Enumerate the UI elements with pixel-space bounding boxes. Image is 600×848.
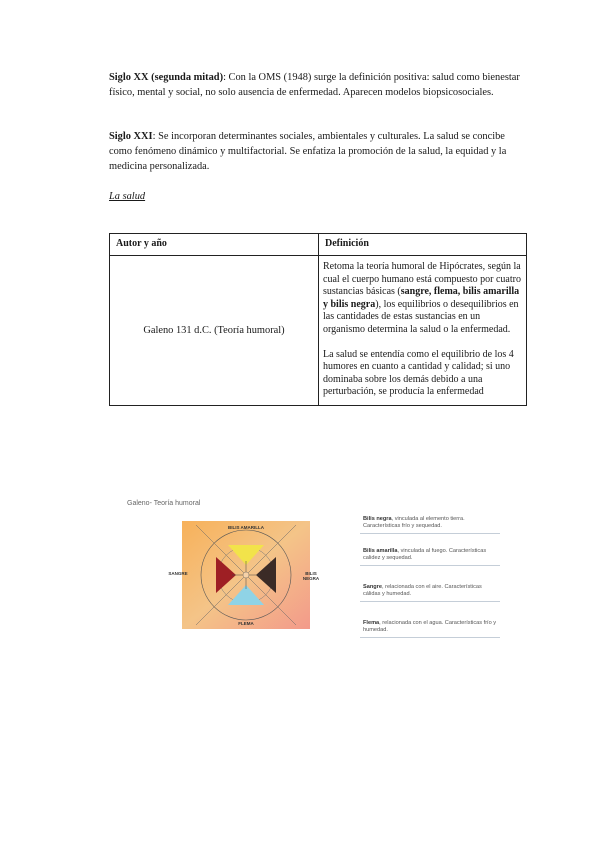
label-flema: FLEMA (238, 621, 254, 626)
definition-paragraph (323, 261, 522, 337)
section-heading: La salud (109, 191, 146, 202)
humor-name: Sangre (363, 584, 382, 590)
description-bilis-negra (360, 514, 500, 532)
era-label: Siglo XX (109, 72, 149, 83)
description-sangre (360, 582, 500, 600)
humor-description: , vinculada al fuego. Características calidez y sequedad. (363, 548, 487, 562)
description-flema (360, 618, 500, 636)
cell-author: Galeno 131 d.C. (Teoría humoral) (110, 256, 319, 406)
paragraph-text: : Con la OMS (1948) surge la definición positiva: salud como bienestar físico, mental y social, no solo ausencia de enfermedad. Aparecen modelos biopsicosociales. (109, 72, 520, 98)
paragraph-text: : Se incorporan determinantes sociales, ambientales y culturales. La salud se concibe como fenómeno dinámico y multifactorial. Se enfatiza la promoción de la salud, la equidad y la medicina personalizada. (109, 131, 507, 172)
paragraph-siglo-xxi (109, 129, 529, 174)
definition-text: ), los equilibrios o desequilibrios en las cantidades de estas sustancias en un organismo determina la salud o la enfermedad. (323, 298, 519, 335)
label-bilis-negra: BILIS NEGRA (302, 571, 320, 581)
paragraph-siglo-xx (109, 70, 529, 100)
humor-name: Bilis negra (363, 516, 392, 522)
label-bilis-amarilla: BILIS AMARILLA (227, 525, 265, 530)
humor-name: Bilis amarilla (363, 548, 398, 554)
humors-diagram (168, 521, 320, 629)
figure-title: Galeno- Teoría humoral (127, 500, 201, 507)
humoral-theory-figure (122, 496, 502, 656)
humor-description: , vinculada al elemento tierra. Características frío y sequedad. (363, 516, 465, 530)
header-author: Autor y año (110, 234, 319, 256)
center-dot (243, 572, 249, 578)
humor-name: Flema (363, 620, 380, 626)
era-label: Siglo XXI (109, 131, 153, 142)
label-sangre: SANGRE (168, 571, 188, 576)
humors-list: sangre, flema, bilis amarilla y bilis negra (323, 286, 520, 310)
definitions-table (109, 233, 527, 406)
description-bilis-amarilla (360, 546, 500, 564)
definition-text: Retoma la teoría humoral de Hipócrates, según la cual el cuerpo humano está compuesto por cuatro sustancias básicas ( (323, 261, 521, 298)
cell-definition (319, 256, 527, 406)
table-header-row (110, 234, 527, 256)
humor-description: , relacionada con el aire. Características cálidas y humedad. (363, 584, 482, 598)
humors-diagram-svg (182, 521, 310, 629)
definition-paragraph: La salud se entendía como el equilibrio de los 4 humores en cuanto a cantidad y calidad; si uno dominaba sobre los demás debido a una perturbación, se producía la enfermedad (323, 348, 514, 398)
table-row (110, 256, 527, 406)
humor-description: , relacionada con el agua. Características frío y humedad. (363, 620, 497, 634)
era-qualifier: (segunda mitad) (151, 72, 224, 83)
header-definition: Definición (319, 234, 527, 256)
